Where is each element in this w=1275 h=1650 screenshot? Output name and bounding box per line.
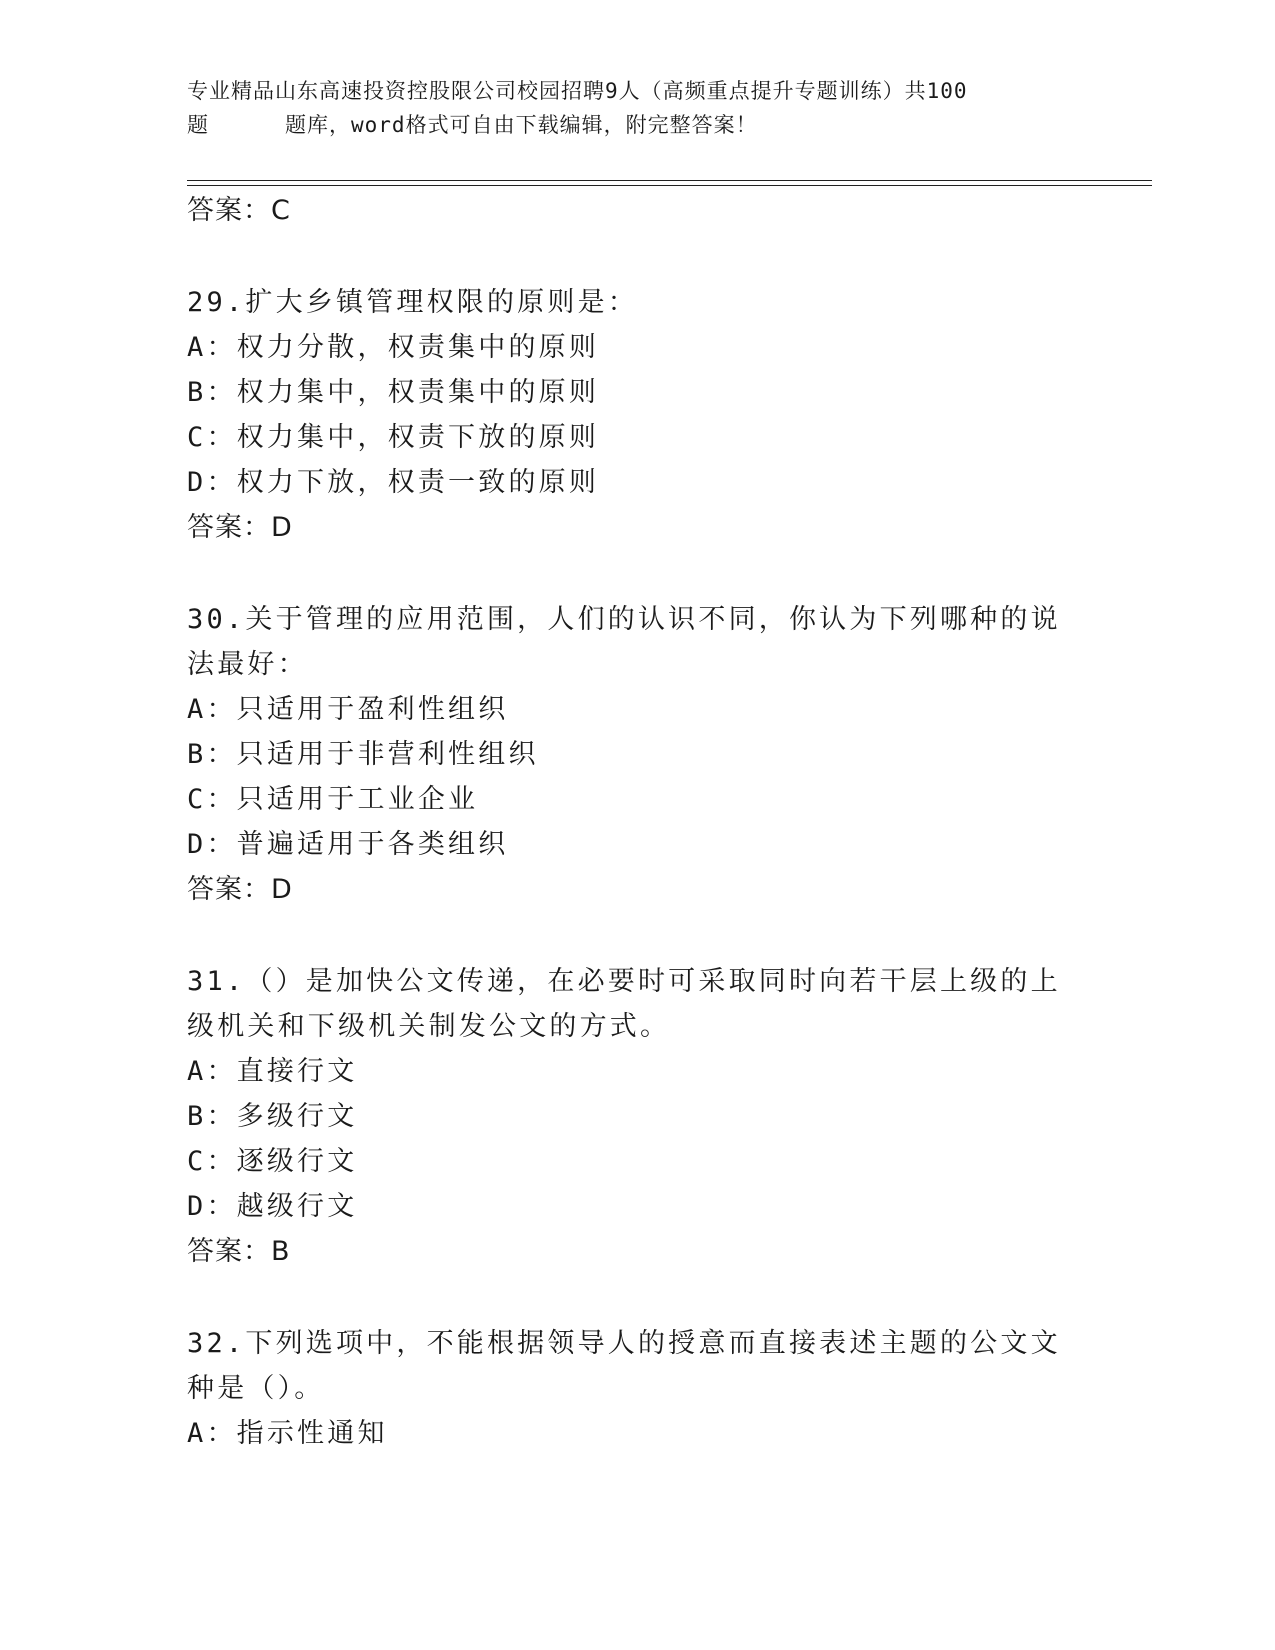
option-b: B：权力集中，权责集中的原则 [187,377,600,408]
option-a: A：指示性通知 [187,1418,388,1449]
header-divider-bottom [187,185,1152,186]
option-b: B：多级行文 [187,1101,358,1132]
question-text: 31.（）是加快公文传递，在必要时可采取同时向若干层上级的上级机关和下级机关制发公文的方式。 [187,966,1061,1042]
question-30 [187,597,1087,912]
question-31 [187,959,1087,1274]
header-divider-top [187,180,1152,181]
option-c: C：只适用于工业企业 [187,784,479,815]
header-line-2 [187,108,1087,142]
option-d: D：越级行文 [187,1191,358,1222]
question-list [187,188,1087,1456]
header-line-1: 专业精品山东高速投资控股限公司校园招聘9人（高频重点提升专题训练）共100 [187,79,968,103]
option-d: D：权力下放，权责一致的原则 [187,467,600,498]
option-a: A：权力分散，权责集中的原则 [187,332,600,363]
question-text: 32.下列选项中，不能根据领导人的授意而直接表述主题的公文文种是（）。 [187,1328,1061,1404]
question-text: 29.扩大乡镇管理权限的原则是： [187,287,638,318]
page-header [187,74,1087,142]
option-b: B：只适用于非营利性组织 [187,739,539,770]
option-c: C：权力集中，权责下放的原则 [187,422,600,453]
header-line-2-text: 题库，word格式可自由下载编辑，附完整答案！ [285,113,758,137]
option-a: A：只适用于盈利性组织 [187,694,509,725]
option-a: A：直接行文 [187,1056,358,1087]
answer-label: 答案：D [187,874,293,905]
question-text: 30.关于管理的应用范围，人们的认识不同，你认为下列哪种的说法最好： [187,604,1061,680]
question-29 [187,280,1087,550]
header-line-2-prefix: 题 [187,113,209,137]
previous-question-answer: 答案：C [187,195,291,226]
option-d: D：普遍适用于各类组织 [187,829,509,860]
option-c: C：逐级行文 [187,1146,358,1177]
answer-label: 答案：D [187,512,293,543]
question-32 [187,1321,1087,1456]
answer-label: 答案：B [187,1236,291,1267]
